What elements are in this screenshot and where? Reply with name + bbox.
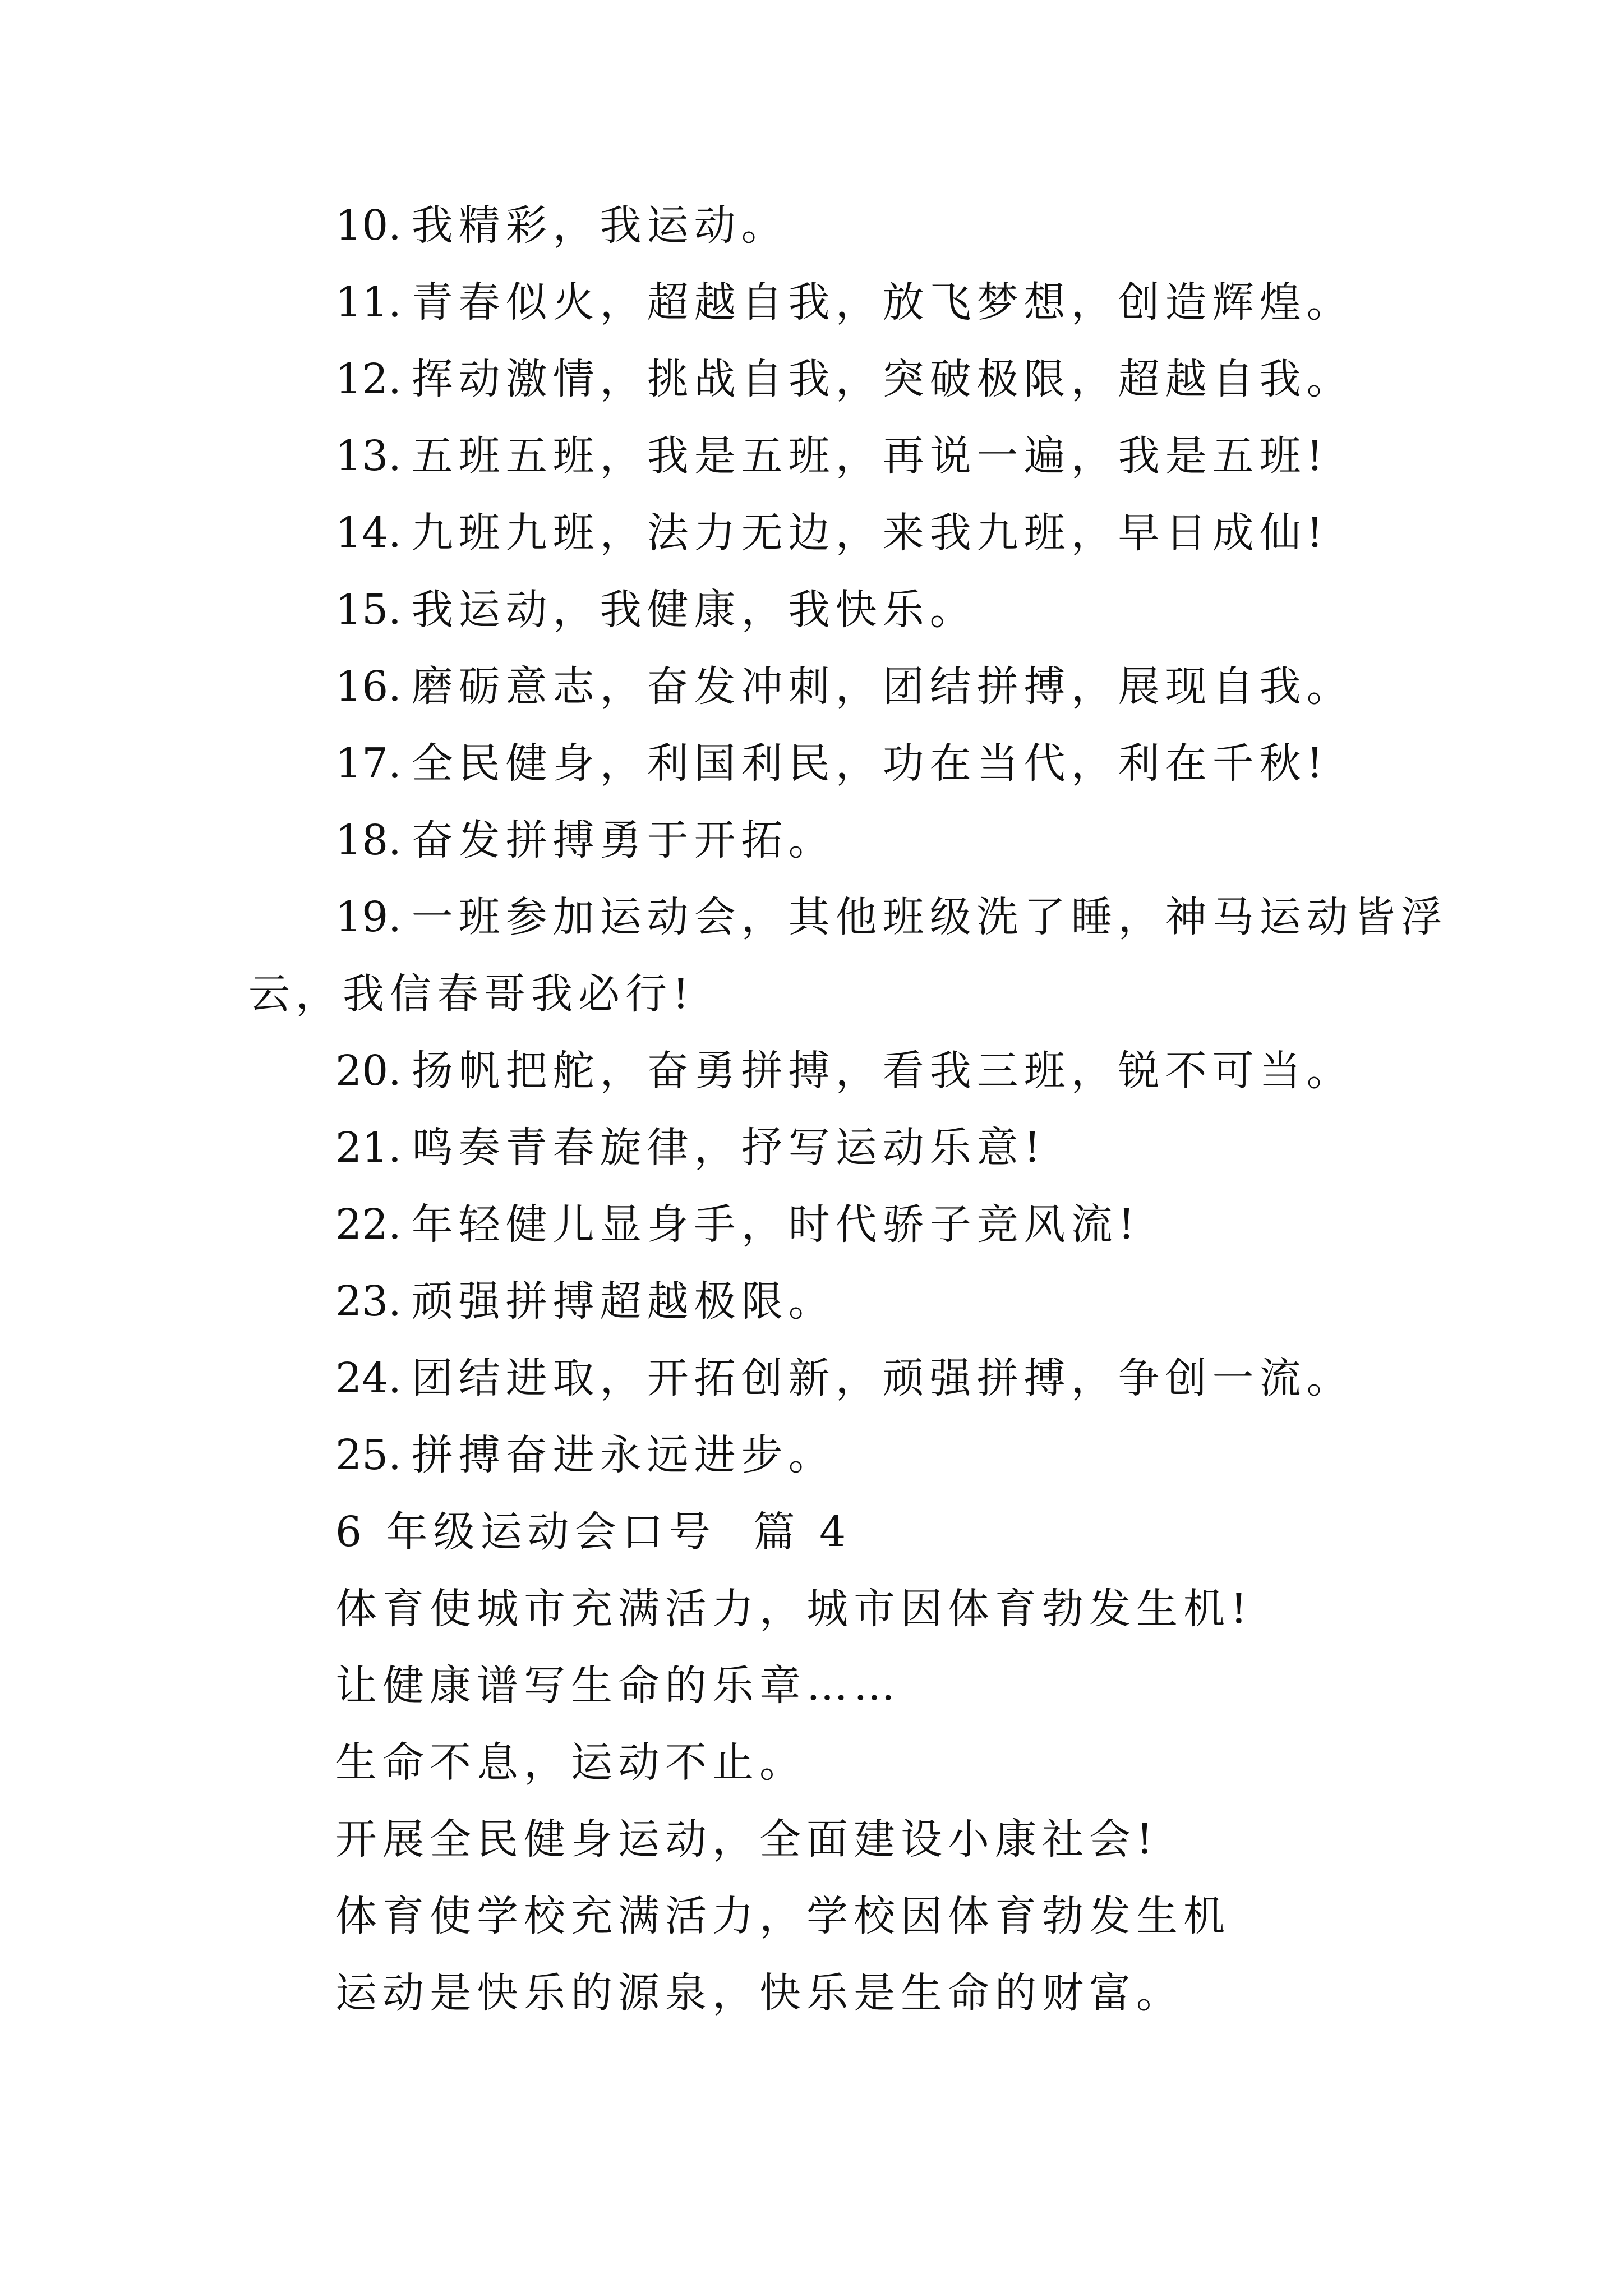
slogan-line [335, 816, 1401, 896]
slogan-line-wrapped-continuation [248, 970, 1401, 1050]
slogan-line [335, 739, 1401, 820]
slogan-text: 年轻健儿显身手，时代骄子竞风流! [411, 1200, 1141, 1249]
slogan-text: 磨砺意志，奋发冲刺，团结拼搏，展现自我。 [411, 662, 1354, 711]
slogan-line [335, 1431, 1401, 1511]
item-number: 24. [335, 1354, 402, 1402]
slogan-text: 九班九班，法力无边，来我九班，早日成仙! [411, 509, 1329, 557]
document-body [248, 201, 1448, 2049]
slogan-text: 我精彩，我运动。 [411, 201, 789, 250]
item-number: 23. [335, 1277, 402, 1326]
item-number: 25. [335, 1431, 402, 1479]
slogan-text: 扬帆把舵，奋勇拼搏，看我三班，锐不可当。 [411, 1047, 1354, 1095]
item-number: 22. [335, 1200, 402, 1249]
item-number: 21. [335, 1124, 402, 1172]
slogan-line [335, 1124, 1401, 1204]
section-line: 运动是快乐的源泉，快乐是生命的财富。 [335, 1969, 1183, 2017]
slogan-text: 一班参加运动会，其他班级洗了睡，神马运动皆浮 [411, 893, 1448, 941]
slogan-text: 奋发拼搏勇于开拓。 [411, 816, 836, 864]
item-number: 19. [335, 893, 402, 941]
section-line: 生命不息，运动不止。 [335, 1738, 806, 1787]
item-number: 16. [335, 662, 402, 711]
section-line: 体育使学校充满活力，学校因体育勃发生机 [335, 1892, 1230, 1940]
slogan-text: 青春似火，超越自我，放飞梦想，创造辉煌。 [411, 278, 1354, 326]
item-number: 12. [335, 355, 402, 403]
item-number: 13. [335, 432, 402, 480]
slogan-line [335, 509, 1401, 589]
slogan-text: 顽强拼搏超越极限。 [411, 1277, 836, 1326]
slogan-line [335, 201, 1401, 282]
slogan-text: 我运动，我健康，我快乐。 [411, 586, 977, 634]
slogan-line-wrapped-first [335, 893, 1448, 973]
slogan-line [335, 1277, 1401, 1358]
slogan-text: 五班五班，我是五班，再说一遍，我是五班! [411, 432, 1329, 480]
item-number: 11. [335, 278, 402, 326]
item-number: 18. [335, 816, 402, 864]
slogan-line [335, 278, 1401, 358]
slogan-text-continuation: 云，我信春哥我必行! [248, 970, 695, 1018]
slogan-text: 挥动激情，挑战自我，突破极限，超越自我。 [411, 355, 1354, 403]
item-number: 14. [335, 509, 402, 557]
item-number: 17. [335, 739, 402, 788]
slogan-line [335, 1354, 1401, 1434]
slogan-text: 拼搏奋进永远进步。 [411, 1431, 836, 1479]
slogan-text: 全民健身，利国利民，功在当代，利在千秋! [411, 739, 1329, 788]
slogan-text: 鸣奏青春旋律，抒写运动乐意! [411, 1124, 1046, 1172]
section-heading: 6 年级运动会口号 篇 4 [335, 1508, 852, 1556]
item-number: 15. [335, 586, 402, 634]
slogan-line [335, 1047, 1401, 1127]
item-number: 10. [335, 201, 402, 250]
slogan-text: 团结进取，开拓创新，顽强拼搏，争创一流。 [411, 1354, 1354, 1402]
slogan-line [335, 1200, 1401, 1281]
slogan-line [335, 662, 1401, 743]
slogan-line [335, 586, 1401, 666]
section-line: 让健康谱写生命的乐章…… [335, 1662, 901, 1710]
slogan-line [335, 355, 1401, 435]
section-line: 开展全民健身运动，全面建设小康社会! [335, 1815, 1159, 1864]
slogan-line [335, 432, 1401, 512]
item-number: 20. [335, 1047, 402, 1095]
section-line: 体育使城市充满活力，城市因体育勃发生机! [335, 1585, 1253, 1633]
